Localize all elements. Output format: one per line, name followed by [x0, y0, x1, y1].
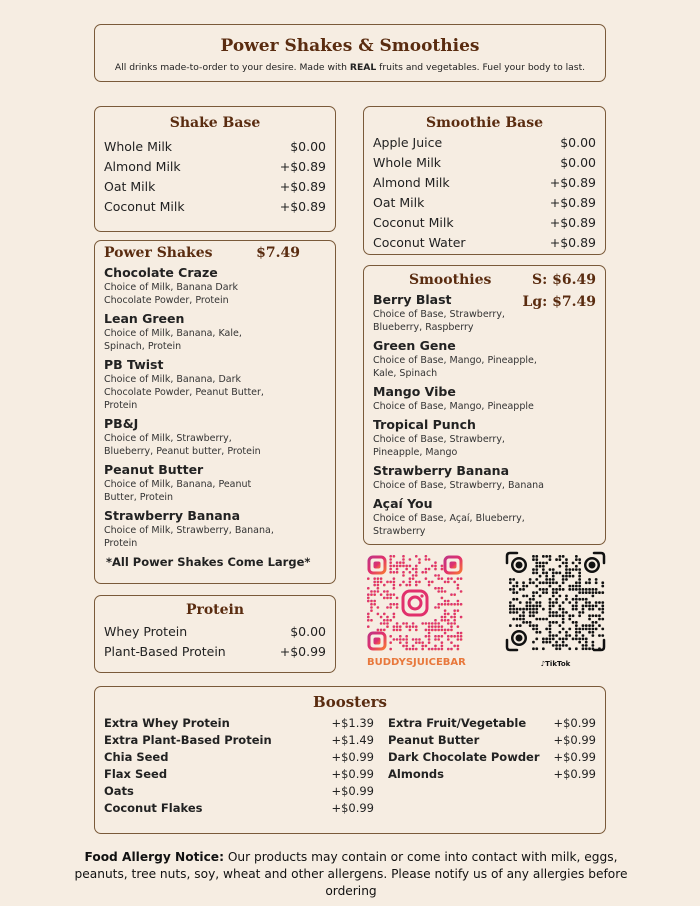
- power-shake-item: [104, 507, 326, 550]
- protein-row-name: Plant-Based Protein: [104, 644, 226, 659]
- power-shakes-box: [94, 240, 336, 584]
- power-shake-item-description: Choice of Milk, Banana, Peanut Butter, Protein: [104, 479, 252, 503]
- power-shake-item-name: Strawberry Banana: [104, 508, 241, 523]
- protein-row: [104, 622, 326, 642]
- smoothie-base-row: [373, 193, 596, 213]
- power-shake-item-name: Peanut Butter: [104, 462, 204, 477]
- protein-row-price: +$0.99: [279, 644, 326, 659]
- booster-row: [388, 732, 596, 749]
- booster-price: +$0.99: [331, 801, 374, 815]
- booster-row: [388, 715, 596, 732]
- protein-list: [104, 622, 326, 662]
- booster-name: Almonds: [388, 767, 444, 781]
- shake-base-row: [104, 197, 326, 217]
- header-box: [94, 24, 606, 82]
- tiktok-qr-code: [505, 551, 606, 652]
- smoothie-item-description: Choice of Base, Strawberry, Pineapple, Mango: [373, 434, 505, 458]
- protein-row: [104, 642, 326, 662]
- smoothie-base-row-name: Whole Milk: [373, 155, 442, 170]
- smoothie-item-name: Strawberry Banana: [373, 463, 510, 478]
- smoothie-base-row: [373, 133, 596, 153]
- smoothie-base-row-price: $0.00: [560, 155, 596, 170]
- power-shake-item: [104, 415, 326, 458]
- smoothie-base-row: [373, 173, 596, 193]
- smoothie-item-description: Choice of Base, Açaí, Blueberry, Strawberry: [373, 513, 525, 537]
- smoothie-base-box: [363, 106, 606, 255]
- power-shake-item-description: Choice of Milk, Strawberry, Blueberry, Peanut butter, Protein: [104, 433, 261, 457]
- smoothie-item-description: Choice of Base, Mango, Pineapple: [373, 401, 534, 412]
- smoothie-base-row-name: Coconut Milk: [373, 215, 454, 230]
- smoothie-base-row-price: +$0.89: [549, 195, 596, 210]
- smoothies-title: Smoothies: [409, 272, 492, 288]
- page-subtitle: All drinks made-to-order to your desire. Made with REAL fruits and vegetables. Fuel your body to last.: [114, 62, 586, 73]
- shake-base-row: [104, 177, 326, 197]
- power-shake-item-description: Choice of Milk, Banana, Dark Chocolate Powder, Peanut Butter, Protein: [104, 374, 264, 411]
- shake-base-row: [104, 157, 326, 177]
- booster-row: [104, 783, 374, 800]
- booster-row: [104, 715, 374, 732]
- smoothies-price-small: S: $6.49: [532, 272, 596, 288]
- smoothie-base-row-name: Apple Juice: [373, 135, 443, 150]
- booster-price: +$0.99: [331, 767, 374, 781]
- booster-price: +$0.99: [553, 750, 596, 764]
- power-shake-item-name: Lean Green: [104, 311, 185, 326]
- smoothies-box: [363, 265, 606, 545]
- smoothie-item-name: Green Gene: [373, 338, 456, 353]
- protein-row-price: $0.00: [290, 624, 326, 639]
- shake-base-row-name: Whole Milk: [104, 139, 173, 154]
- booster-row: [104, 766, 374, 783]
- shake-base-row-price: $0.00: [290, 139, 326, 154]
- power-shakes-list: [104, 264, 326, 550]
- power-shake-item: [104, 356, 326, 412]
- smoothie-base-row-price: +$0.89: [549, 235, 596, 250]
- booster-row: [104, 732, 374, 749]
- smoothie-base-row-name: Coconut Water: [373, 235, 466, 250]
- tiktok-icon: ♪: [540, 660, 546, 668]
- shake-base-row-name: Almond Milk: [104, 159, 181, 174]
- shake-base-row-price: +$0.89: [279, 199, 326, 214]
- power-shake-item-description: Choice of Milk, Banana Dark Chocolate Powder, Protein: [104, 282, 238, 306]
- smoothie-base-row-name: Oat Milk: [373, 195, 425, 210]
- protein-box: [94, 595, 336, 673]
- protein-title: Protein: [185, 602, 245, 618]
- smoothie-base-row: [373, 153, 596, 173]
- booster-price: +$0.99: [331, 784, 374, 798]
- power-shake-item: [104, 461, 326, 504]
- smoothie-item-name: Tropical Punch: [373, 417, 476, 432]
- booster-name: Oats: [104, 784, 134, 798]
- smoothie-base-row-price: +$0.89: [549, 175, 596, 190]
- smoothie-item: [373, 462, 596, 492]
- smoothie-item-name: Mango Vibe: [373, 384, 456, 399]
- smoothie-item: [373, 337, 596, 380]
- smoothie-base-row: [373, 213, 596, 233]
- shake-base-list: [104, 137, 326, 217]
- booster-price: +$0.99: [553, 733, 596, 747]
- smoothie-base-row-name: Almond Milk: [373, 175, 450, 190]
- boosters-left-column: [104, 715, 374, 817]
- shake-base-box: [94, 106, 336, 232]
- instagram-handle[interactable]: BUDDYSJUICEBAR: [367, 657, 466, 668]
- shake-base-title: Shake Base: [169, 115, 261, 131]
- allergy-label: Food Allergy Notice:: [84, 850, 224, 864]
- smoothie-base-row: [373, 233, 596, 253]
- booster-row: [104, 749, 374, 766]
- instagram-qr-code: [367, 555, 463, 651]
- power-shake-item-name: PB&J: [104, 416, 139, 431]
- booster-price: +$0.99: [553, 767, 596, 781]
- power-shake-item-name: Chocolate Craze: [104, 265, 218, 280]
- power-shake-item-name: PB Twist: [104, 357, 164, 372]
- smoothies-price-large: Lg: $7.49: [522, 294, 596, 310]
- booster-row: [388, 749, 596, 766]
- power-shake-item-description: Choice of Milk, Banana, Kale, Spinach, Protein: [104, 328, 242, 352]
- tiktok-qr[interactable]: [505, 551, 606, 652]
- shake-base-row: [104, 137, 326, 157]
- boosters-right-column: [388, 715, 596, 817]
- shake-base-row-name: Coconut Milk: [104, 199, 185, 214]
- booster-price: +$1.39: [331, 716, 374, 730]
- smoothie-item-name: Berry Blast: [373, 292, 452, 307]
- booster-row: [388, 766, 596, 783]
- smoothies-list: [373, 291, 596, 538]
- instagram-qr[interactable]: [367, 555, 463, 651]
- smoothie-item-name: Açaí You: [373, 496, 433, 511]
- smoothie-item-description: Choice of Base, Strawberry, Banana: [373, 480, 544, 491]
- booster-row: [104, 800, 374, 817]
- booster-name: Chia Seed: [104, 750, 169, 764]
- boosters-title: Boosters: [313, 693, 387, 711]
- booster-name: Dark Chocolate Powder: [388, 750, 540, 764]
- booster-price: +$0.99: [553, 716, 596, 730]
- power-shakes-price: $7.49: [256, 245, 300, 261]
- page-title: Power Shakes & Smoothies: [220, 36, 480, 56]
- smoothie-base-row-price: +$0.89: [549, 215, 596, 230]
- smoothie-item: [373, 495, 596, 538]
- booster-name: Flax Seed: [104, 767, 168, 781]
- allergy-text: Our products may contain or come into contact with milk, eggs, peanuts, tree nuts, soy, wheat and other allergens. Please notify us of any allergies before ordering: [74, 850, 628, 898]
- booster-name: Peanut Butter: [388, 733, 480, 747]
- booster-name: Coconut Flakes: [104, 801, 203, 815]
- smoothie-item-description: Choice of Base, Mango, Pineapple, Kale, Spinach: [373, 355, 537, 379]
- shake-base-row-name: Oat Milk: [104, 179, 156, 194]
- shake-base-row-price: +$0.89: [279, 179, 326, 194]
- power-shake-item: [104, 310, 326, 353]
- booster-name: Extra Whey Protein: [104, 716, 230, 730]
- allergy-notice: [60, 849, 642, 900]
- tiktok-label-wrap[interactable]: ♪TikTok: [540, 660, 571, 668]
- booster-price: +$0.99: [331, 750, 374, 764]
- smoothie-item: [373, 416, 596, 459]
- smoothie-base-title: Smoothie Base: [425, 115, 544, 131]
- protein-row-name: Whey Protein: [104, 624, 188, 639]
- booster-price: +$1.49: [331, 733, 374, 747]
- smoothie-base-row-price: $0.00: [560, 135, 596, 150]
- power-shakes-title: Power Shakes: [104, 245, 213, 261]
- smoothie-item: [373, 383, 596, 413]
- booster-name: Extra Plant-Based Protein: [104, 733, 272, 747]
- power-shakes-note: *All Power Shakes Come Large*: [106, 555, 311, 569]
- power-shake-item: [104, 264, 326, 307]
- shake-base-row-price: +$0.89: [279, 159, 326, 174]
- booster-name: Extra Fruit/Vegetable: [388, 716, 527, 730]
- smoothie-item-description: Choice of Base, Strawberry, Blueberry, Raspberry: [373, 309, 505, 333]
- power-shake-item-description: Choice of Milk, Strawberry, Banana, Protein: [104, 525, 274, 549]
- boosters-box: [94, 686, 606, 834]
- smoothie-base-list: [373, 133, 596, 253]
